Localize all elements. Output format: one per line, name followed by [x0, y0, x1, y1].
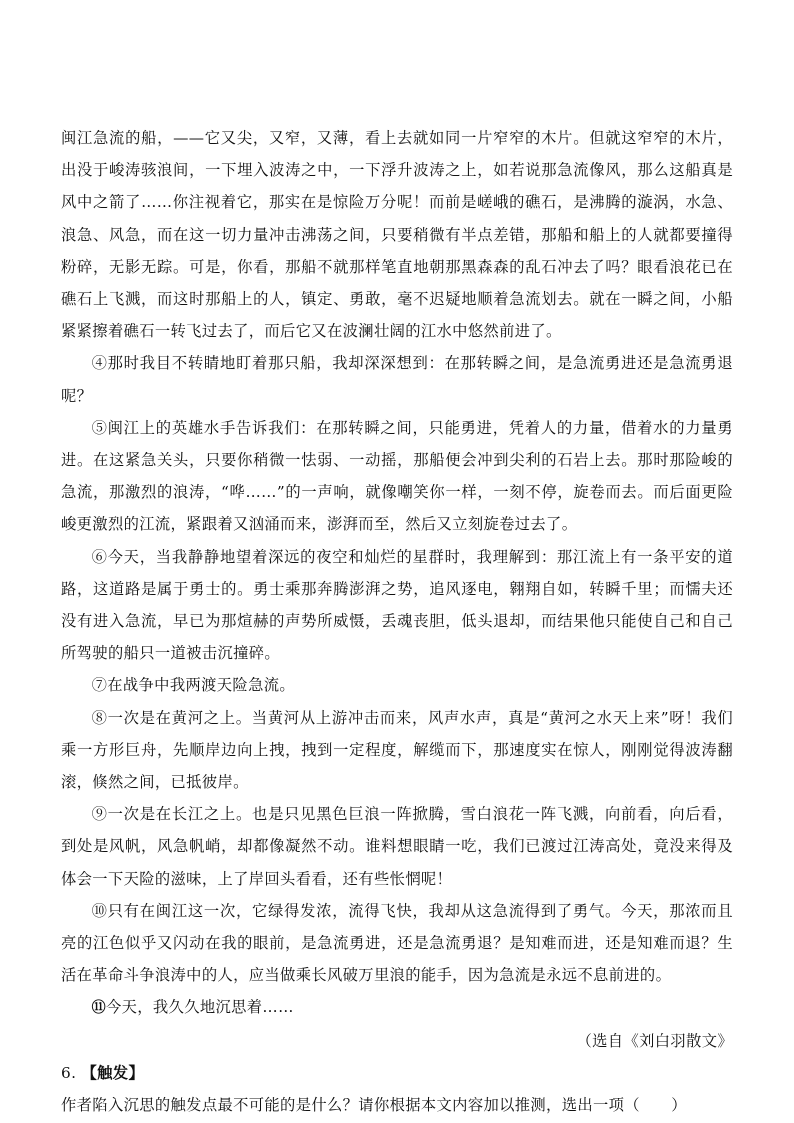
paragraph-11-text: 今天，我久久地沉思着…… [105, 998, 294, 1017]
paragraph-3-continued: 闽江急流的船，——它又尖，又窄，又薄，看上去就如同一片窄窄的木片。但就这窄窄的木片，出没于峻涛骇浪间，一下埋入波涛之中，一下浮升波涛之上，如若说那急流像风，那么这船真是风中之箭了……你注视着它，那实在是惊险万分呢！而前是嵯峨的礁石，是沸腾的漩涡，水急、浪急、风急，而在这一切力量冲击沸荡之间，只要稍微有半点差错，那船和船上的人就都要撞得粉碎，无影无踪。可是，你看，那船不就那样笔直地朝那黑森森的乱石冲去了吗？眼看浪花已在礁石上飞溅，而这时那船上的人，镇定、勇敢，毫不迟疑地顺着急流划去。就在一瞬之间，小船紧紧擦着礁石一转飞过去了，而后它又在波澜壮阔的江水中悠然前进了。 [61, 129, 733, 341]
source-citation: （选自《刘白羽散文》 [576, 1031, 733, 1050]
paragraph-5: ⑤闽江上的英雄水手告诉我们：在那转瞬之间，只能勇进，凭着人的力量，借着水的力量勇进。在这紧急关头，只要你稍微一怯弱、一动摇，那船便会冲到尖利的石岩上去。那时那险峻的急流，那激烈的浪涛，“哗……”的一声响，就像嘲笑你一样，一刻不停，旋卷而去。而后面更险峻更激烈的江流，紧跟着又汹涌而来，澎湃而至，然后又立刻旋卷过去了。 [61, 418, 733, 534]
paragraph-9: ⑨一次是在长江之上。也是只见黑色巨浪一阵掀腾，雪白浪花一阵飞溅，向前看，向后看，到处是风帆，风急帆峭，却都像凝然不动。谁料想眼睛一吃，我们已渡过江涛高处，竟没来得及体会一下天险的滋味，上了岸回头看看，还有些怅惘呢！ [61, 805, 733, 888]
paragraph-7: ⑦在战争中我两渡天险急流。 [91, 676, 296, 695]
paragraph-8: ⑧一次是在黄河之上。当黄河从上游冲击而来，风声水声，真是“黄河之水天上来”呀！我们乘一方形巨舟，先顺岸边向上拽，拽到一定程度，解缆而下，那速度实在惊人，刚刚觉得波涛翻滚，倏然之间，已抵彼岸。 [61, 708, 733, 792]
question-title: 【触发】 [81, 1063, 145, 1082]
article [61, 122, 733, 1121]
paragraph-11 [61, 991, 733, 1024]
question-heading [61, 1057, 733, 1089]
question-number: 6. [61, 1063, 77, 1082]
question-prompt: 作者陷入沉思的触发点最不可能的是什么？请你根据本文内容加以推测，选出一项（ ） [61, 1096, 687, 1115]
paragraph-4: ④那时我目不转睛地盯着那只船，我却深深想到：在那转瞬之间，是急流勇进还是急流勇退呢？ [61, 354, 733, 405]
paragraph-6: ⑥今天，当我静静地望着深远的夜空和灿烂的星群时，我理解到：那江流上有一条平安的道路，这道路是属于勇士的。勇士乘那奔腾澎湃之势，追风逐电，翱翔自如，转瞬千里；而懦夫还没有进入急流，早已为那煊赫的声势所威慑，丢魂丧胆，低头退却，而结果他只能使自己和自己所驾驶的船只一道被击沉撞碎。 [61, 547, 733, 663]
paragraph-10: ⑩只有在闽江这一次，它绿得发浓，流得飞快，我却从这急流得到了勇气。今天，那浓而且亮的江色似乎又闪动在我的眼前，是急流勇进，还是急流勇退？是知难而进，还是知难而退？生活在革命斗争浪涛中的人，应当做乘长风破万里浪的能手，因为急流是永远不息前进的。 [61, 901, 733, 985]
paragraph-number: ⑪ [91, 1000, 106, 1017]
